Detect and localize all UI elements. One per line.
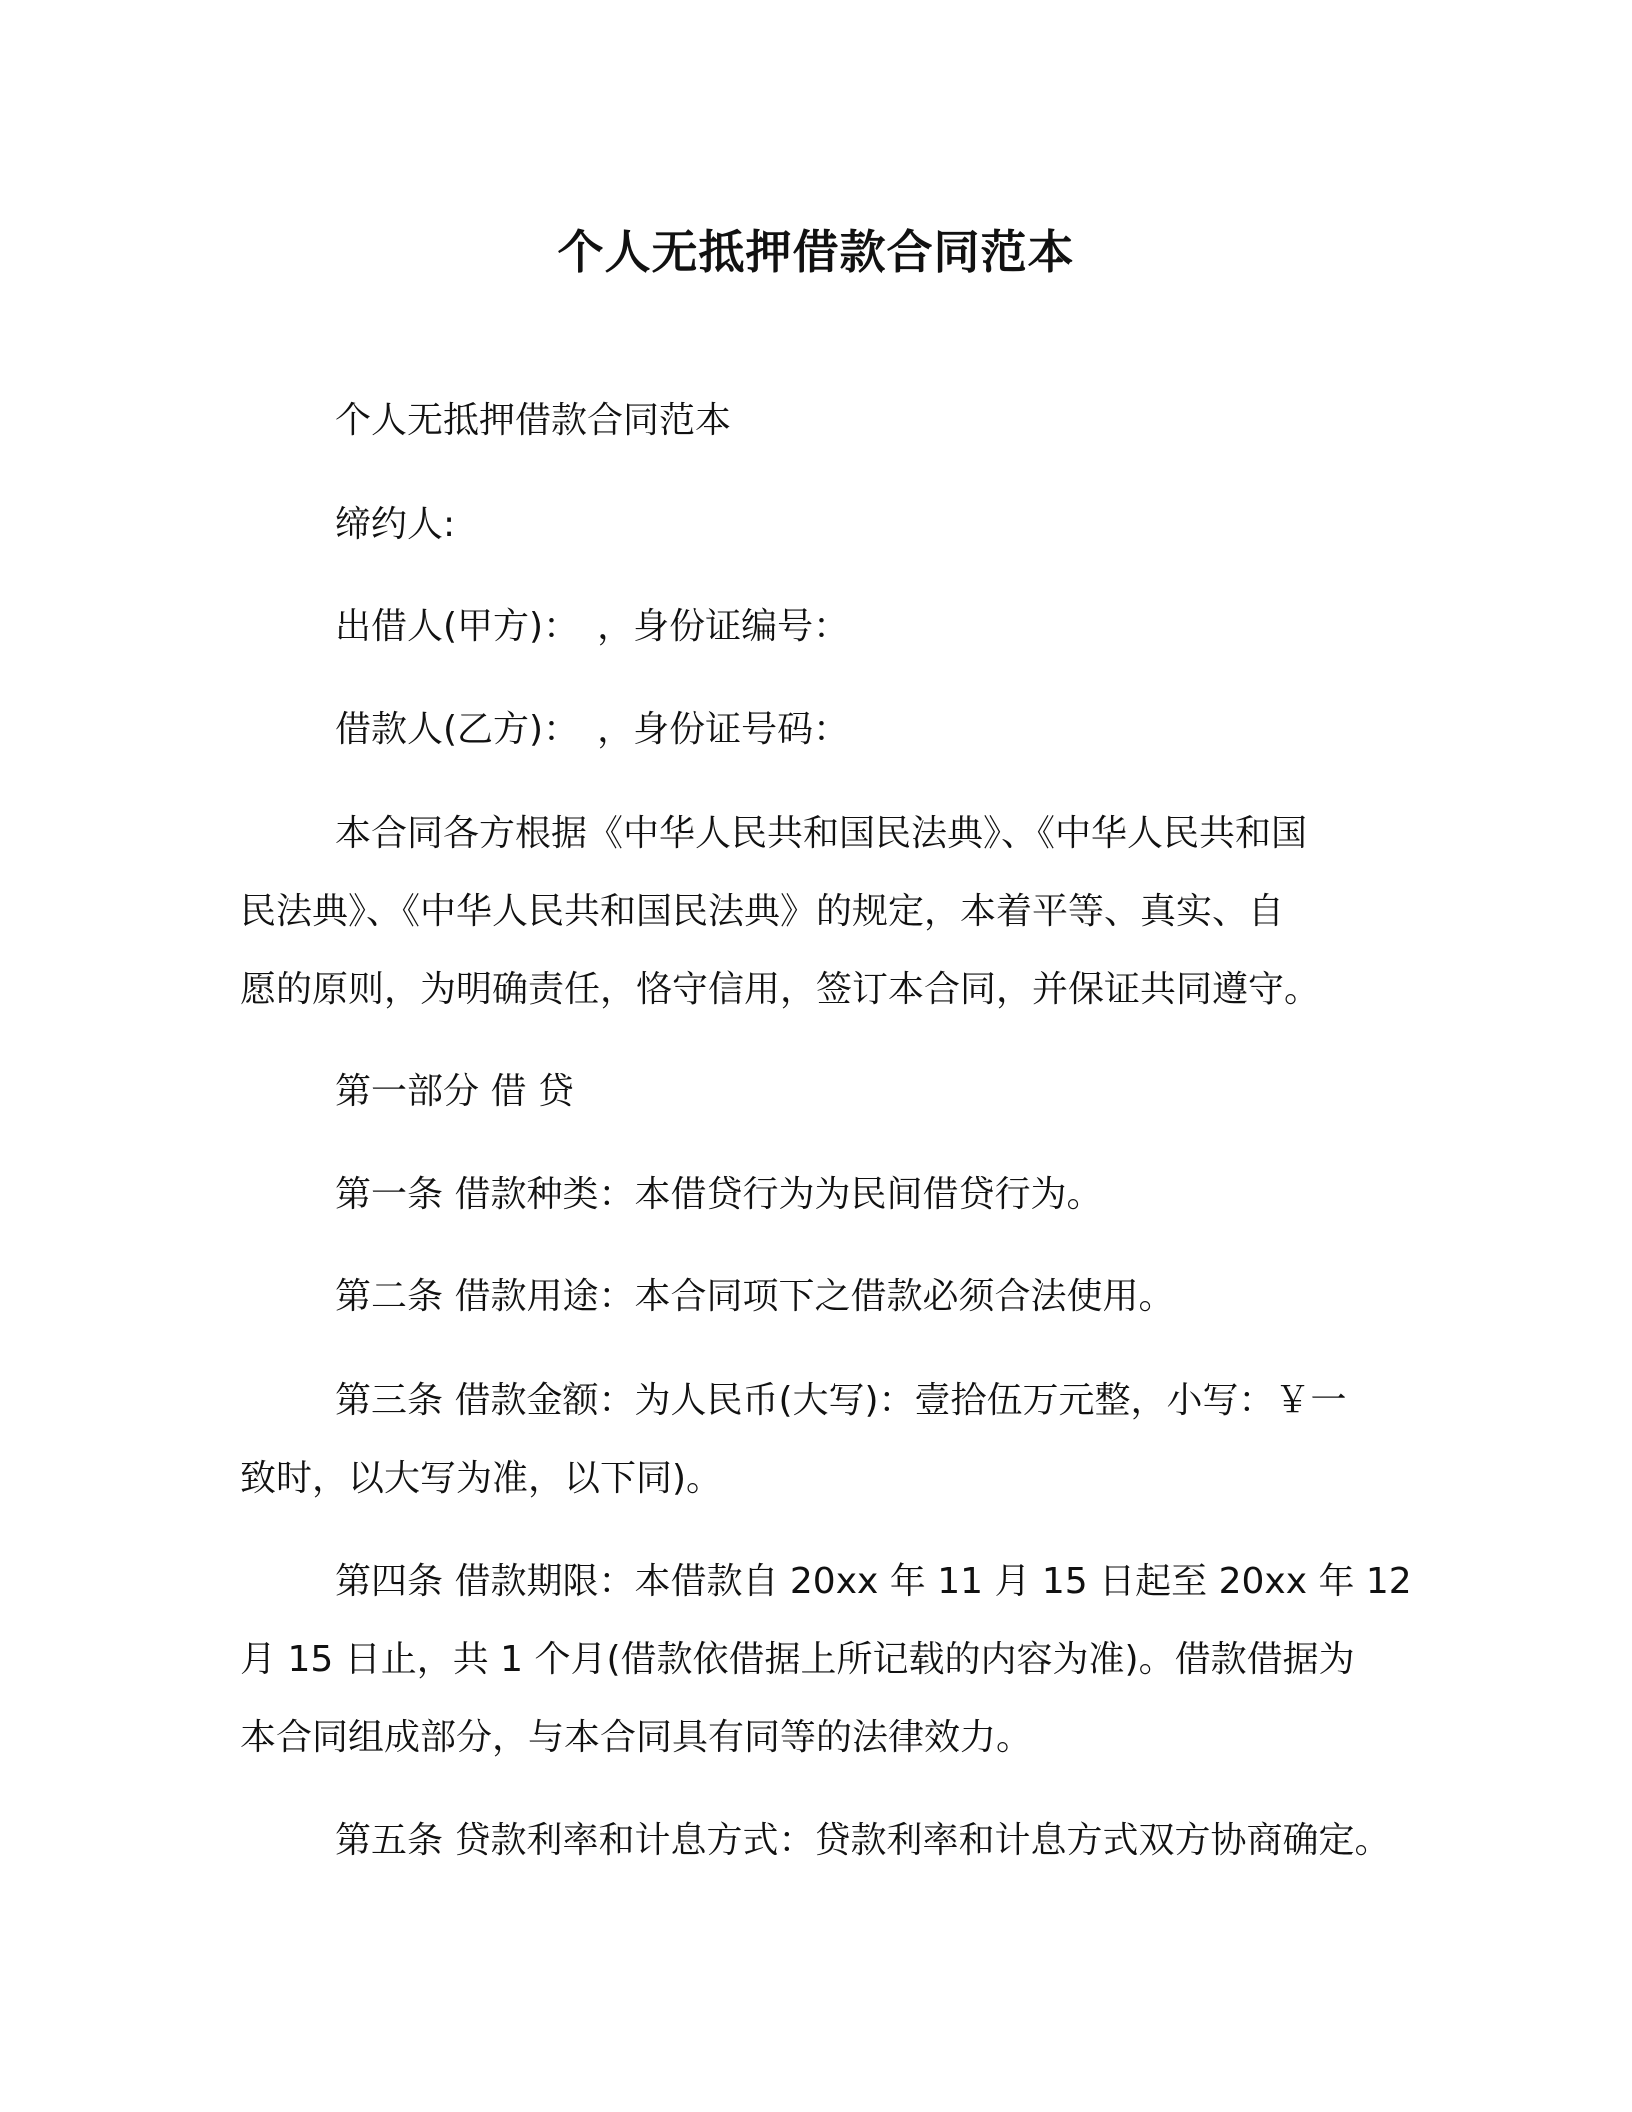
paragraph-line: 第二条 借款用途：本合同项下之借款必须合法使用。 (335, 1276, 1175, 1317)
paragraph-line: 第四条 借款期限：本借款自 20xx 年 11 月 15 日起至 20xx 年 12 (335, 1561, 1412, 1602)
paragraph-preamble (240, 795, 1405, 1029)
paragraph-line: 第一部分 借 贷 (335, 1071, 574, 1112)
paragraph-line: 民法典》、《中华人民共和国民法典》的规定，本着平等、真实、自 (240, 891, 1285, 932)
paragraph-line: 第五条 贷款利率和计息方式：贷款利率和计息方式双方协商确定。 (335, 1820, 1391, 1861)
paragraph-line: 缔约人: (335, 504, 456, 545)
paragraph-line: 第三条 借款金额：为人民币(大写)：壹拾伍万元整，小写：￥一 (335, 1380, 1347, 1421)
article-4 (240, 1543, 1412, 1777)
section-heading-part-one (240, 1053, 1405, 1131)
paragraph-lender (240, 588, 1405, 666)
paragraph-line: 个人无抵押借款合同范本 (335, 400, 732, 441)
paragraph-line: 本合同组成部分，与本合同具有同等的法律效力。 (240, 1717, 1033, 1758)
paragraph-parties-heading (240, 486, 1405, 564)
article-1 (240, 1156, 1405, 1234)
paragraph-line: 致时，以大写为准，以下同)。 (240, 1458, 723, 1499)
paragraph-line: 愿的原则，为明确责任，恪守信用，签订本合同，并保证共同遵守。 (240, 969, 1321, 1010)
paragraph-line: 借款人(乙方)： ，身份证号码： (335, 709, 850, 750)
article-5 (240, 1802, 1405, 1880)
paragraph-borrower (240, 691, 1405, 769)
article-2 (240, 1258, 1405, 1336)
paragraph-line: 出借人(甲方)： ，身份证编号： (335, 606, 850, 647)
paragraph-subtitle (240, 382, 1405, 460)
paragraph-line: 第一条 借款种类：本借贷行为为民间借贷行为。 (335, 1174, 1103, 1215)
paragraph-line: 本合同各方根据《中华人民共和国民法典》、《中华人民共和国 (335, 813, 1308, 854)
paragraph-line: 月 15 日止，共 1 个月(借款依借据上所记载的内容为准)。借款借据为 (240, 1639, 1355, 1680)
document-title: 个人无抵押借款合同范本 (557, 225, 1075, 279)
article-3 (240, 1362, 1405, 1518)
